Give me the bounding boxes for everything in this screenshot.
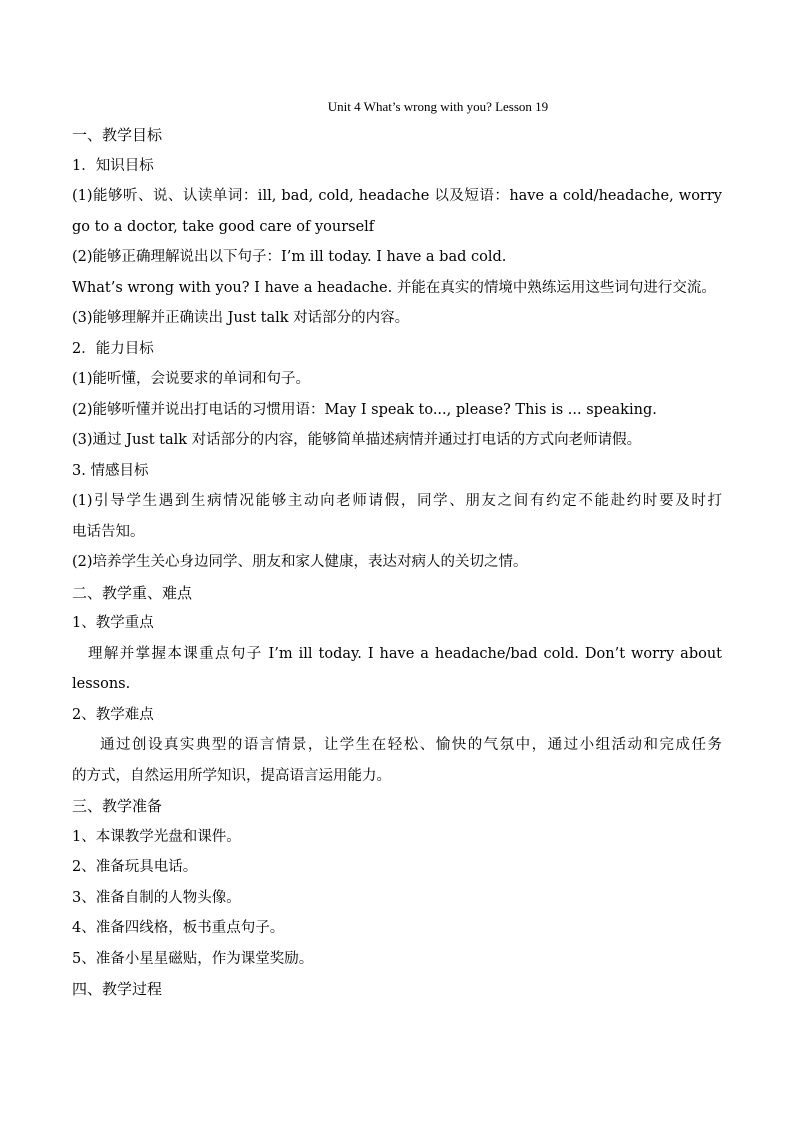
subheading-emotional-goals: 3. 情感目标: [72, 462, 149, 479]
subheading-key-point: 1、教学重点: [72, 615, 154, 631]
list-item: 4、准备四线格，板书重点句子。: [72, 920, 285, 936]
list-item: 3、准备自制的人物头像。: [72, 889, 241, 906]
paragraph-line: (2)培养学生关心身边同学、朋友和家人健康，表达对病人的关切之情。: [72, 554, 528, 570]
subheading-ability-goals: 2．能力目标: [72, 340, 154, 357]
list-item: 2、准备玩具电话。: [72, 859, 198, 875]
paragraph-line: 电话告知。: [72, 523, 145, 540]
paragraph-line: (2)能够正确理解说出以下句子：I’m ill today. I have a bad cold.: [72, 249, 507, 265]
paragraph-line: (3)能够理解并正确读出 Just talk 对话部分的内容。: [72, 310, 410, 326]
section-heading-key-points: 二、教学重、难点: [72, 583, 193, 602]
list-item: 5、准备小星星磁贴，作为课堂奖励。: [72, 950, 314, 967]
paragraph-line: 通过创设真实典型的语言情景，让学生在轻松、愉快的气氛中，通过小组活动和完成任务: [100, 737, 722, 753]
paragraph-line: 的方式，自然运用所学知识，提高语言运用能力。: [72, 767, 391, 784]
list-item: 1、本课教学光盘和课件。: [72, 828, 241, 845]
section-heading-preparation: 三、教学准备: [72, 797, 163, 815]
subheading-difficult-point: 2、教学难点: [72, 706, 154, 723]
document-body: [72, 120, 722, 1005]
paragraph-line: lessons.: [72, 676, 131, 692]
paragraph-line: (1)能够听、说、认读单词：ill, bad, cold, headache 以及短语：have a cold/headache, worry: [72, 188, 722, 204]
paragraph-line: (3)通过 Just talk 对话部分的内容，能够简单描述病情并通过打电话的方式向老师请假。: [72, 432, 642, 448]
section-heading-objectives: 一、教学目标: [72, 126, 163, 144]
section-heading-teaching-process: 四、教学过程: [72, 980, 163, 998]
paragraph-line: (1)能听懂，会说要求的单词和句子。: [72, 371, 311, 387]
page-title: Unit 4 What’s wrong with you? Lesson 19: [327, 99, 549, 114]
paragraph-line: 理解并掌握本课重点句子 I’m ill today. I have a headache/bad cold. Don’t worry about: [88, 645, 722, 662]
subheading-knowledge-goals: 1．知识目标: [72, 157, 154, 174]
paragraph-line: What’s wrong with you? I have a headache. 并能在真实的情境中熟练运用这些词句进行交流。: [72, 279, 716, 296]
paragraph-line: (1)引导学生遇到生病情况能够主动向老师请假，同学、朋友之间有约定不能赴约时要及时打: [72, 493, 722, 509]
paragraph-line: go to a doctor, take good care of yourself: [72, 218, 375, 235]
paragraph-line: (2)能够听懂并说出打电话的习惯用语：May I speak to..., please? This is ... speaking.: [72, 401, 657, 418]
